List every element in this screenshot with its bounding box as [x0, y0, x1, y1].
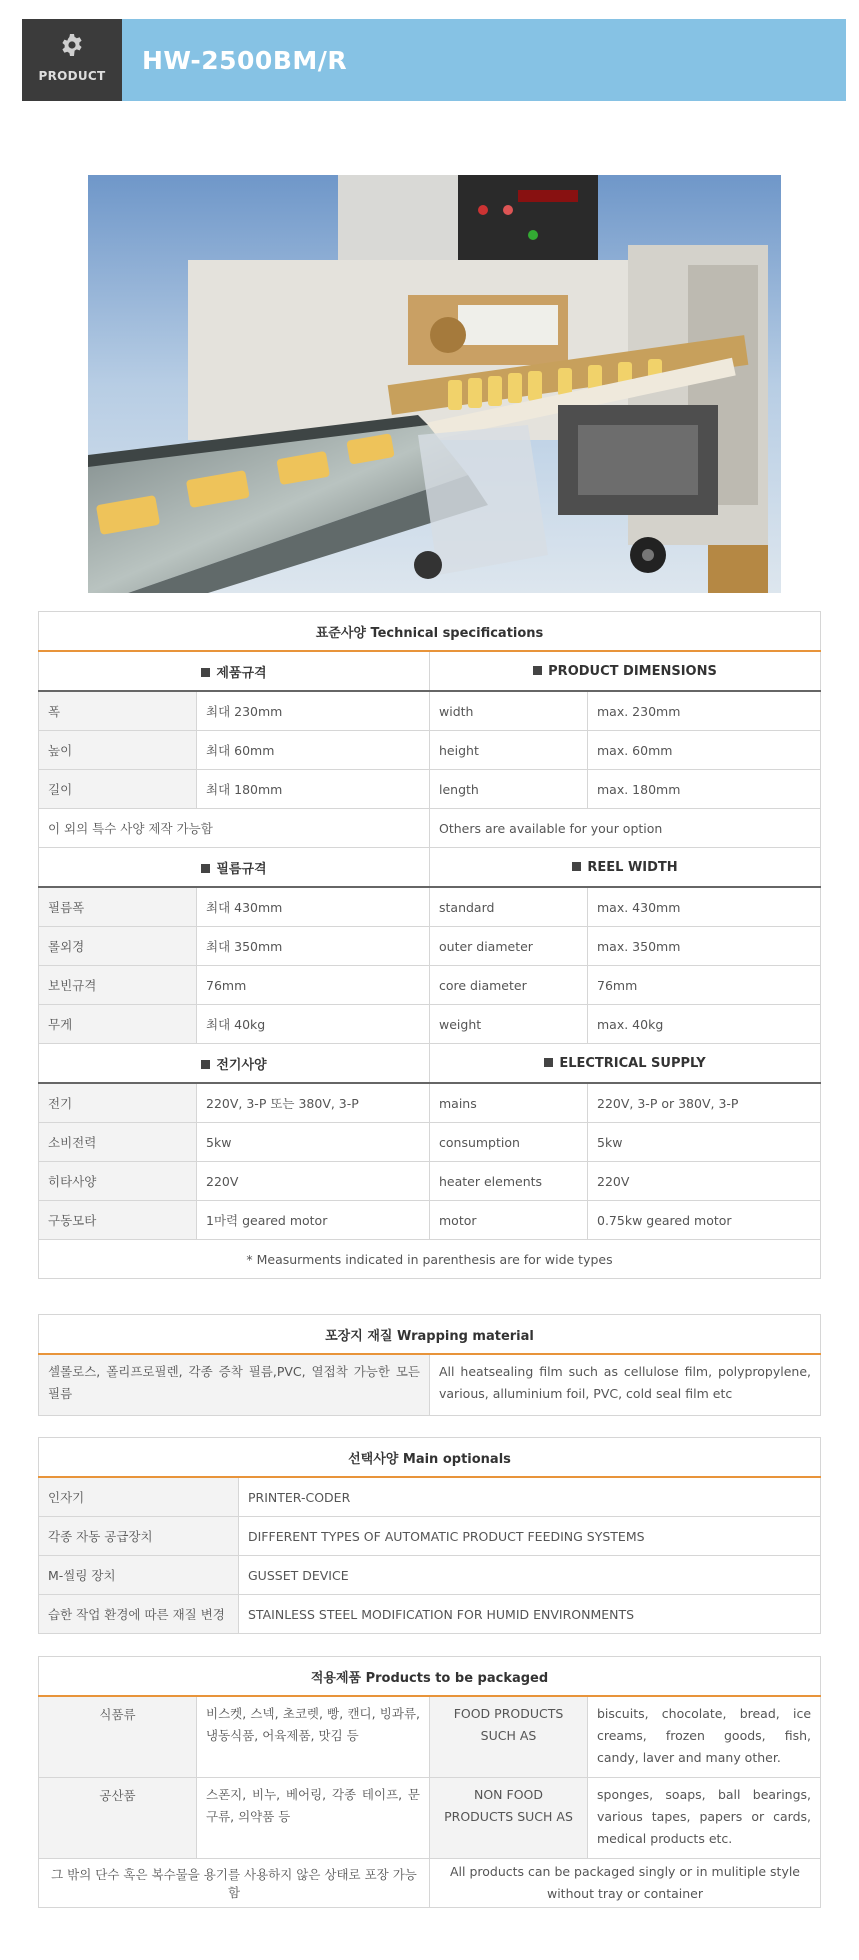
spec-label: motor — [430, 1201, 588, 1240]
spec-label: 무게 — [39, 1005, 197, 1044]
table-row — [39, 1556, 821, 1595]
option-value: DIFFERENT TYPES OF AUTOMATIC PRODUCT FEEDING SYSTEMS — [239, 1517, 821, 1556]
section-electric-ko — [39, 1044, 430, 1084]
section-reel-ko — [39, 848, 430, 888]
page-title: HW-2500BM/R — [142, 46, 348, 75]
spec-value: 76mm — [588, 966, 821, 1005]
spec-value: 최대 60mm — [197, 731, 430, 770]
table-row — [39, 1005, 821, 1044]
spec-value: 최대 430mm — [197, 887, 430, 927]
square-bullet-icon — [572, 862, 581, 871]
product-list-en: biscuits, chocolate, bread, ice creams, frozen goods, fish, candy, laver and many other. — [588, 1696, 821, 1778]
table-row — [39, 1123, 821, 1162]
spec-value: 0.75kw geared motor — [588, 1201, 821, 1240]
spec-value: 최대 40kg — [197, 1005, 430, 1044]
spec-value: 5kw — [197, 1123, 430, 1162]
spec-value: 220V — [197, 1162, 430, 1201]
table-row — [39, 1696, 821, 1778]
table-row — [39, 1778, 821, 1859]
wrapping-material-table — [38, 1314, 821, 1416]
section-label: 전기사양 — [216, 1057, 267, 1073]
page-header — [22, 19, 846, 101]
spec-label: 소비전력 — [39, 1123, 197, 1162]
option-note-en: Others are available for your option — [430, 809, 821, 848]
spec-label: 필름폭 — [39, 887, 197, 927]
spec-value: max. 430mm — [588, 887, 821, 927]
spec-label: core diameter — [430, 966, 588, 1005]
option-note-ko: 이 외의 특수 사양 제작 가능함 — [39, 809, 430, 848]
spec-label: mains — [430, 1083, 588, 1123]
spec-label: heater elements — [430, 1162, 588, 1201]
square-bullet-icon — [544, 1058, 553, 1067]
table-row — [39, 731, 821, 770]
product-category-ko: 공산품 — [39, 1778, 197, 1859]
option-label: 각종 자동 공급장치 — [39, 1517, 239, 1556]
square-bullet-icon — [201, 864, 210, 873]
option-label: M-씰링 장치 — [39, 1556, 239, 1595]
spec-label: standard — [430, 887, 588, 927]
table-row — [39, 1477, 821, 1517]
optionals-caption: 선택사양 Main optionals — [39, 1438, 821, 1478]
spec-label: outer diameter — [430, 927, 588, 966]
table-row — [39, 1859, 821, 1908]
measurement-note: * Measurments indicated in parenthesis are for wide types — [39, 1240, 821, 1279]
products-table — [38, 1656, 821, 1908]
table-row — [39, 770, 821, 809]
table-row — [39, 1201, 821, 1240]
spec-value: max. 180mm — [588, 770, 821, 809]
wrapping-caption: 포장지 재질 Wrapping material — [39, 1315, 821, 1355]
table-row — [39, 1595, 821, 1634]
square-bullet-icon — [533, 666, 542, 675]
option-value: PRINTER-CODER — [239, 1477, 821, 1517]
option-label: 습한 작업 환경에 따른 재질 변경 — [39, 1595, 239, 1634]
spec-label: 길이 — [39, 770, 197, 809]
spec-label: consumption — [430, 1123, 588, 1162]
table-row — [39, 809, 821, 848]
product-list-en: sponges, soaps, ball bearings, various tapes, papers or cards, medical products etc. — [588, 1778, 821, 1859]
table-row — [39, 1517, 821, 1556]
products-caption: 적용제품 Products to be packaged — [39, 1657, 821, 1697]
spec-label: 폭 — [39, 691, 197, 731]
option-value: GUSSET DEVICE — [239, 1556, 821, 1595]
section-label: REEL WIDTH — [587, 859, 678, 875]
spec-value: 최대 350mm — [197, 927, 430, 966]
spec-value: max. 40kg — [588, 1005, 821, 1044]
spec-value: 최대 230mm — [197, 691, 430, 731]
spec-label: weight — [430, 1005, 588, 1044]
spec-label: 히타사양 — [39, 1162, 197, 1201]
product-list-ko: 스폰지, 비누, 베어링, 각종 테이프, 문구류, 의약품 등 — [197, 1778, 430, 1859]
section-label: 제품규격 — [216, 665, 267, 681]
section-label: PRODUCT DIMENSIONS — [548, 663, 717, 679]
product-photo — [88, 175, 781, 593]
spec-label: length — [430, 770, 588, 809]
product-category-en: FOOD PRODUCTS SUCH AS — [430, 1696, 588, 1778]
table-row — [39, 1354, 821, 1416]
spec-label: 구동모타 — [39, 1201, 197, 1240]
spec-value: 220V, 3-P 또는 380V, 3-P — [197, 1083, 430, 1123]
table-row — [39, 1083, 821, 1123]
main-optionals-table — [38, 1437, 821, 1634]
packaging-note-ko: 그 밖의 단수 혹은 복수물을 용기를 사용하지 않은 상태로 포장 가능함 — [39, 1859, 430, 1908]
spec-value: 5kw — [588, 1123, 821, 1162]
badge-label: PRODUCT — [38, 69, 106, 83]
spec-value: 1마력 geared motor — [197, 1201, 430, 1240]
table-row — [39, 966, 821, 1005]
product-category-ko: 식품류 — [39, 1696, 197, 1778]
section-reel-en — [430, 848, 821, 888]
wrapping-ko: 셀롤로스, 폴리프로필렌, 각종 증착 필름,PVC, 열접착 가능한 모든 필름 — [39, 1354, 430, 1416]
option-value: STAINLESS STEEL MODIFICATION FOR HUMID ENVIRONMENTS — [239, 1595, 821, 1634]
spec-value: 220V, 3-P or 380V, 3-P — [588, 1083, 821, 1123]
wrapping-en: All heatsealing film such as cellulose film, polypropylene, various, alluminium foil, PVC, cold seal film etc — [430, 1354, 821, 1416]
section-product-en — [430, 651, 821, 691]
table-row — [39, 887, 821, 927]
spec-label: width — [430, 691, 588, 731]
spec-label: height — [430, 731, 588, 770]
section-electric-en — [430, 1044, 821, 1084]
square-bullet-icon — [201, 1060, 210, 1069]
spec-value: 최대 180mm — [197, 770, 430, 809]
gear-icon — [60, 33, 84, 57]
spec-label: 높이 — [39, 731, 197, 770]
square-bullet-icon — [201, 668, 210, 677]
tech-spec-table — [38, 611, 821, 1279]
spec-value: 76mm — [197, 966, 430, 1005]
section-product-ko — [39, 651, 430, 691]
product-category-en: NON FOOD PRODUCTS SUCH AS — [430, 1778, 588, 1859]
product-list-ko: 비스켓, 스넥, 초코렛, 빵, 캔디, 빙과류, 냉동식품, 어육제품, 맛김 등 — [197, 1696, 430, 1778]
option-label: 인자기 — [39, 1477, 239, 1517]
section-label: ELECTRICAL SUPPLY — [559, 1055, 706, 1071]
table-row — [39, 1162, 821, 1201]
spec-value: max. 60mm — [588, 731, 821, 770]
tech-spec-caption: 표준사양 Technical specifications — [39, 612, 821, 652]
table-row — [39, 691, 821, 731]
spec-value: max. 230mm — [588, 691, 821, 731]
spec-label: 보빈규격 — [39, 966, 197, 1005]
section-label: 필름규격 — [216, 861, 267, 877]
packaging-note-en: All products can be packaged singly or in mulitiple style without tray or container — [430, 1859, 821, 1908]
spec-label: 롤외경 — [39, 927, 197, 966]
table-row — [39, 927, 821, 966]
spec-value: max. 350mm — [588, 927, 821, 966]
spec-label: 전기 — [39, 1083, 197, 1123]
product-badge — [22, 19, 122, 101]
spec-value: 220V — [588, 1162, 821, 1201]
